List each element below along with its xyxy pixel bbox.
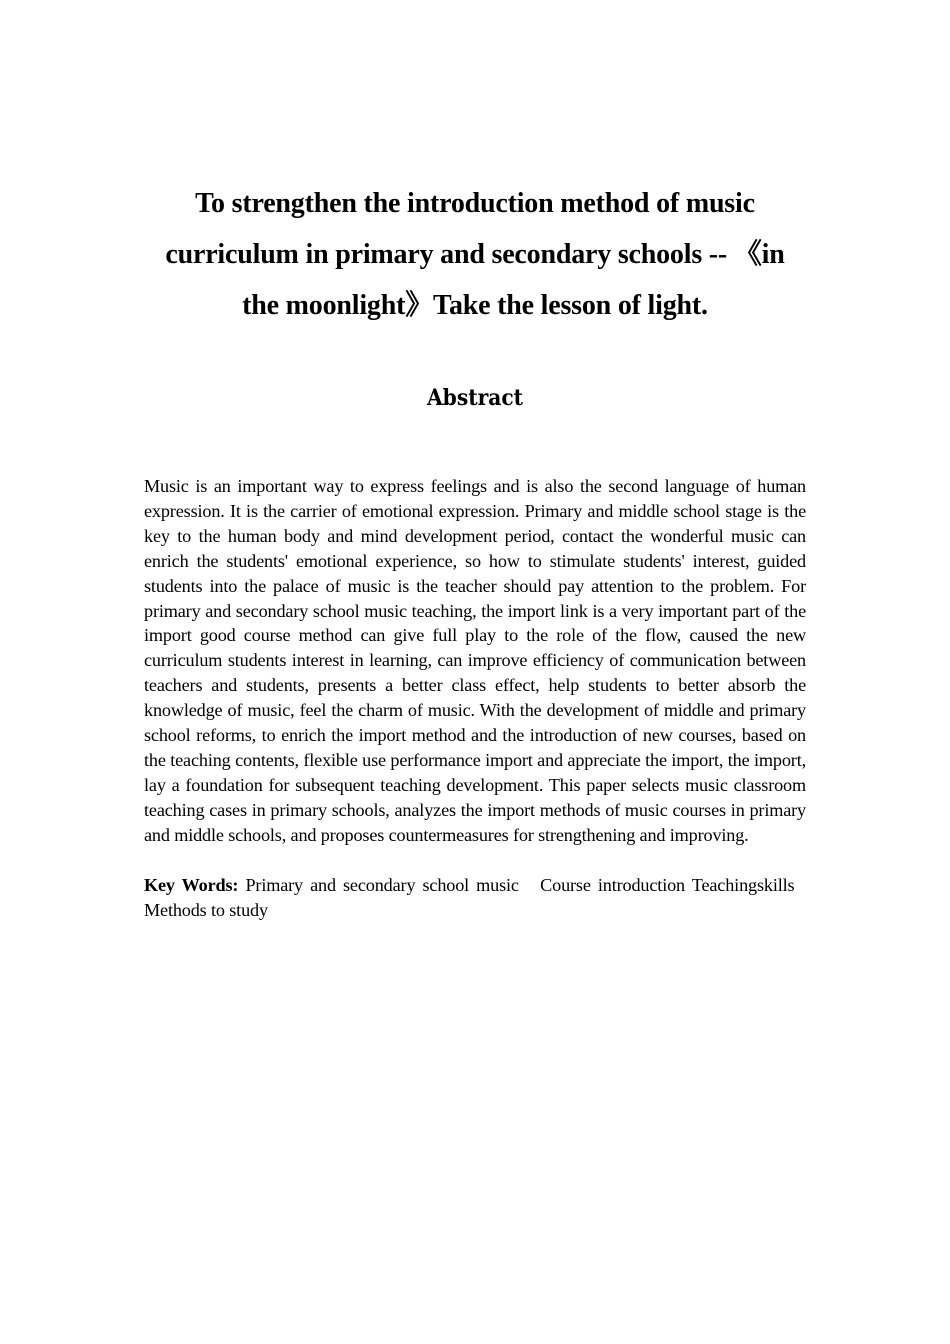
paper-title-line-3: the moonlight》Take the lesson of light. [242, 290, 708, 321]
keywords-label: Key Words: [144, 874, 239, 895]
keyword-item: Primary and secondary school music [245, 874, 519, 895]
keyword-item: Teachingskills [691, 874, 795, 895]
keyword-item: Methods to study [144, 899, 268, 920]
paper-title-line-2: curriculum in primary and secondary schools -- 《in [165, 239, 785, 270]
abstract-body: Music is an important way to express feelings and is also the second language of human expression. It is the carrier of emotional expression. Primary and middle school stage is the key to the human body and mind development period, contact the wonderful music can enrich the students' emotional experience, so how to stimulate students' interest, guided students into the palace of music is the teacher should pay attention to the problem. For primary and secondary school music teaching, the import link is a very important part of the import good course method can give full play to the role of the flow, caused the new curriculum students interest in learning, can improve efficiency of communication between teachers and students, presents a better class effect, help students to better absorb the knowledge of music, feel the charm of music. With the development of middle and primary school reforms, to enrich the import method and the introduction of new courses, based on the teaching contents, flexible use performance import and appreciate the import, the import, lay a foundation for subsequent teaching development. This paper selects music classroom teaching cases in primary schools, analyzes the import methods of music courses in primary and middle schools, and proposes countermeasures for strengthening and improving. [144, 476, 806, 845]
paper-title-line-1: To strengthen the introduction method of music [195, 188, 755, 219]
abstract-section [144, 474, 806, 922]
keywords-paragraph [144, 873, 806, 923]
keyword-item: Course introduction [540, 874, 685, 895]
paper-title [130, 178, 820, 331]
abstract-heading: Abstract [426, 385, 524, 411]
